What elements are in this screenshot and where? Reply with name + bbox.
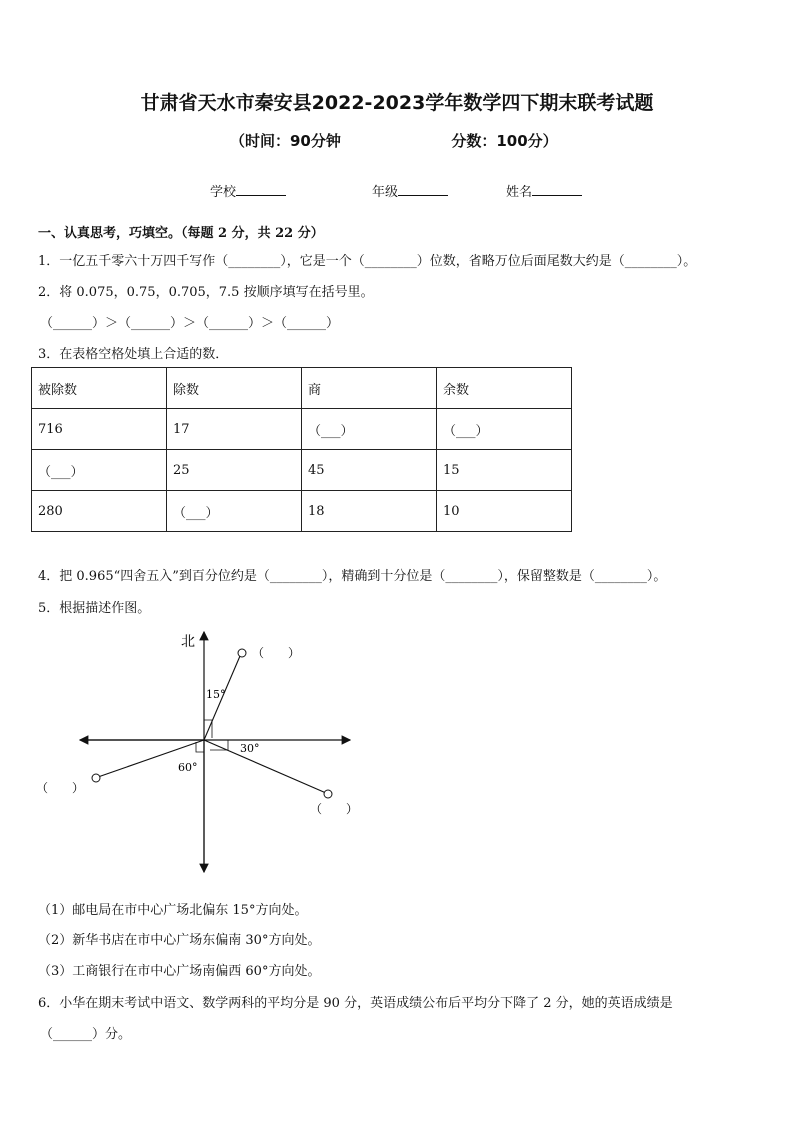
table-header-cell: 被除数 (32, 368, 167, 409)
question-2: 2．将 0.075，0.75，0.705，7.5 按顺序填写在括号里。 (38, 285, 374, 300)
page-title: 甘肃省天水市秦安县2022-2023学年数学四下期末联考试题 (140, 92, 654, 114)
question-3: 3．在表格空格处填上合适的数． (38, 347, 229, 362)
name-label: 姓名 (506, 185, 533, 200)
angle-label-15: 15° (206, 688, 226, 701)
bank-point (92, 774, 100, 782)
question-1: 1．一亿五千零六十万四千写作（________），它是一个（________）位数，省略万位后面尾数大约是（________）。 (38, 254, 697, 269)
question-5-part-2: （2）新华书店在市中心广场东偏南 30°方向处。 (38, 933, 321, 948)
angle-mark-sw (196, 742, 204, 752)
section-heading: 一、认真思考，巧填空。（每题 2 分，共 22 分） (38, 226, 324, 241)
table-header-row (32, 368, 572, 409)
table-cell[interactable]: （___） (167, 491, 302, 532)
table-cell: 18 (302, 491, 437, 532)
question-6-line-1: 6．小华在期末考试中语文、数学两科的平均分是 90 分，英语成绩公布后平均分下降了 2 分，她的英语成绩是 (38, 996, 673, 1011)
table-cell: 10 (437, 491, 572, 532)
question-5-part-3: （3）工商银行在市中心广场南偏西 60°方向处。 (38, 964, 321, 979)
bookstore-ray (204, 740, 326, 793)
table-header-cell: 商 (302, 368, 437, 409)
table-cell: 17 (167, 409, 302, 450)
bank-blank[interactable]: （ ） (36, 781, 85, 795)
table-cell: 25 (167, 450, 302, 491)
grade-blank[interactable] (398, 183, 448, 196)
exam-meta (230, 130, 558, 151)
exam-score: 分数：100分） (451, 132, 558, 150)
bookstore-blank[interactable]: （ ） (310, 802, 359, 816)
school-label: 学校 (210, 185, 237, 200)
table-row (32, 450, 572, 491)
table-cell[interactable]: （___） (32, 450, 167, 491)
bookstore-point (324, 790, 332, 798)
post-office-blank[interactable]: （ ） (252, 646, 301, 660)
name-field (506, 181, 582, 200)
division-table (31, 367, 572, 532)
question-5-part-1: （1）邮电局在市中心广场北偏东 15°方向处。 (38, 903, 308, 918)
table-cell: 45 (302, 450, 437, 491)
question-2-answer: （______）＞（______）＞（______）＞（______） (40, 316, 340, 331)
angle-label-30: 30° (240, 742, 260, 755)
grade-field (372, 181, 448, 200)
north-label: 北 (181, 634, 195, 650)
table-cell: 280 (32, 491, 167, 532)
table-row (32, 409, 572, 450)
table-header-cell: 余数 (437, 368, 572, 409)
table-cell[interactable]: （___） (302, 409, 437, 450)
angle-mark-es (210, 740, 228, 750)
school-field (210, 181, 286, 200)
name-blank[interactable] (532, 183, 582, 196)
question-6-line-2[interactable]: （______）分。 (40, 1027, 132, 1042)
table-header-cell: 除数 (167, 368, 302, 409)
post-office-point (238, 649, 246, 657)
table-row (32, 491, 572, 532)
angle-mark-ne (204, 720, 212, 738)
school-blank[interactable] (236, 183, 286, 196)
table-cell: 15 (437, 450, 572, 491)
direction-diagram (30, 620, 370, 880)
question-4: 4．把 0.965“四舍五入”到百分位约是（________），精确到十分位是（________），保留整数是（________）。 (38, 569, 667, 584)
angle-label-60: 60° (178, 761, 198, 774)
exam-time: （时间：90分钟 (230, 132, 341, 150)
grade-label: 年级 (372, 185, 399, 200)
question-5: 5．根据描述作图。 (38, 601, 151, 616)
table-cell: 716 (32, 409, 167, 450)
table-cell[interactable]: （___） (437, 409, 572, 450)
